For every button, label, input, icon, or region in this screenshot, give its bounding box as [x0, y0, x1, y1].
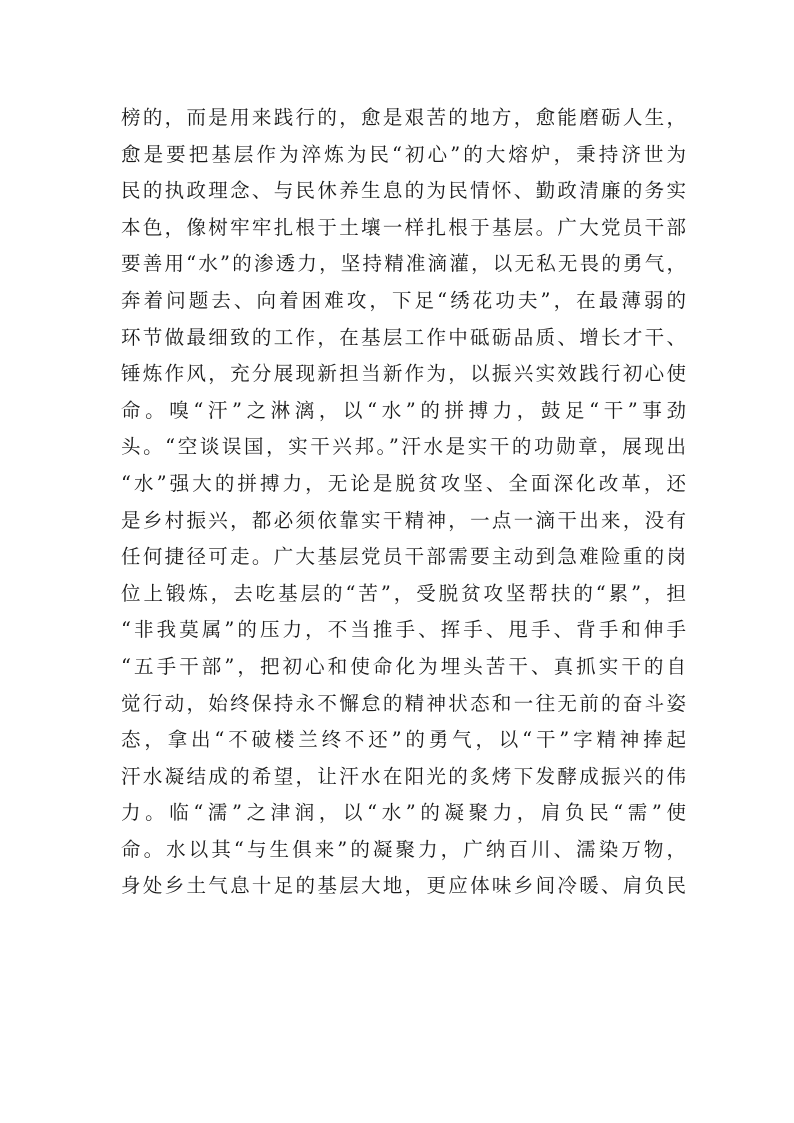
text-line: 榜的，而是用来践行的，愈是艰苦的地方，愈能磨砺人生， — [121, 106, 686, 129]
text-line: “非我莫属”的压力，不当推手、挥手、甩手、背手和伸手 — [121, 618, 686, 642]
text-line: 态，拿出“不破楼兰终不还”的勇气，以“干”字精神捧起 — [121, 728, 686, 752]
text-line: 命。水以其“与生俱来”的凝聚力，广纳百川、濡染万物， — [121, 837, 686, 861]
text-line: 民的执政理念、与民休养生息的为民情怀、勤政清廉的务实 — [121, 179, 686, 203]
text-line: 身处乡土气息十足的基层大地，更应体味乡间冷暖、肩负民 — [121, 874, 686, 898]
text-line: 是乡村振兴，都必须依靠实干精神，一点一滴干出来，没有 — [121, 508, 686, 532]
text-line: 本色，像树牢牢扎根于土壤一样扎根于基层。广大党员干部 — [121, 215, 686, 239]
text-line: 觉行动，始终保持永不懈怠的精神状态和一往无前的奋斗姿 — [121, 691, 686, 715]
body-text — [121, 100, 686, 905]
text-line: 愈是要把基层作为淬炼为民“初心”的大熔炉，秉持济世为 — [121, 142, 686, 166]
text-line: “五手干部”，把初心和使命化为埋头苦干、真抓实干的自 — [121, 654, 686, 678]
text-line: 锤炼作风，充分展现新担当新作为，以振兴实效践行初心使 — [121, 362, 686, 386]
text-line: 环节做最细致的工作，在基层工作中砥砺品质、增长才干、 — [121, 325, 686, 349]
text-line: 要善用“水”的渗透力，坚持精准滴灌，以无私无畏的勇气， — [121, 252, 686, 276]
text-line: 位上锻炼，去吃基层的“苦”，受脱贫攻坚帮扶的“累”，担 — [121, 581, 686, 605]
text-line: 命。嗅“汗”之淋漓，以“水”的拼搏力，鼓足“干”事劲 — [121, 398, 686, 422]
text-line: 奔着问题去、向着困难攻，下足“绣花功夫”，在最薄弱的 — [121, 288, 686, 312]
text-line: “水”强大的拼搏力，无论是脱贫攻坚、全面深化改革，还 — [121, 471, 686, 495]
text-line: 力。临“濡”之津润，以“水”的凝聚力，肩负民“需”使 — [121, 801, 686, 825]
text-line: 任何捷径可走。广大基层党员干部需要主动到急难险重的岗 — [121, 545, 686, 569]
text-line: 头。“空谈误国，实干兴邦。”汗水是实干的功勋章，展现出 — [121, 435, 686, 459]
text-line: 汗水凝结成的希望，让汗水在阳光的炙烤下发酵成振兴的伟 — [121, 764, 686, 788]
